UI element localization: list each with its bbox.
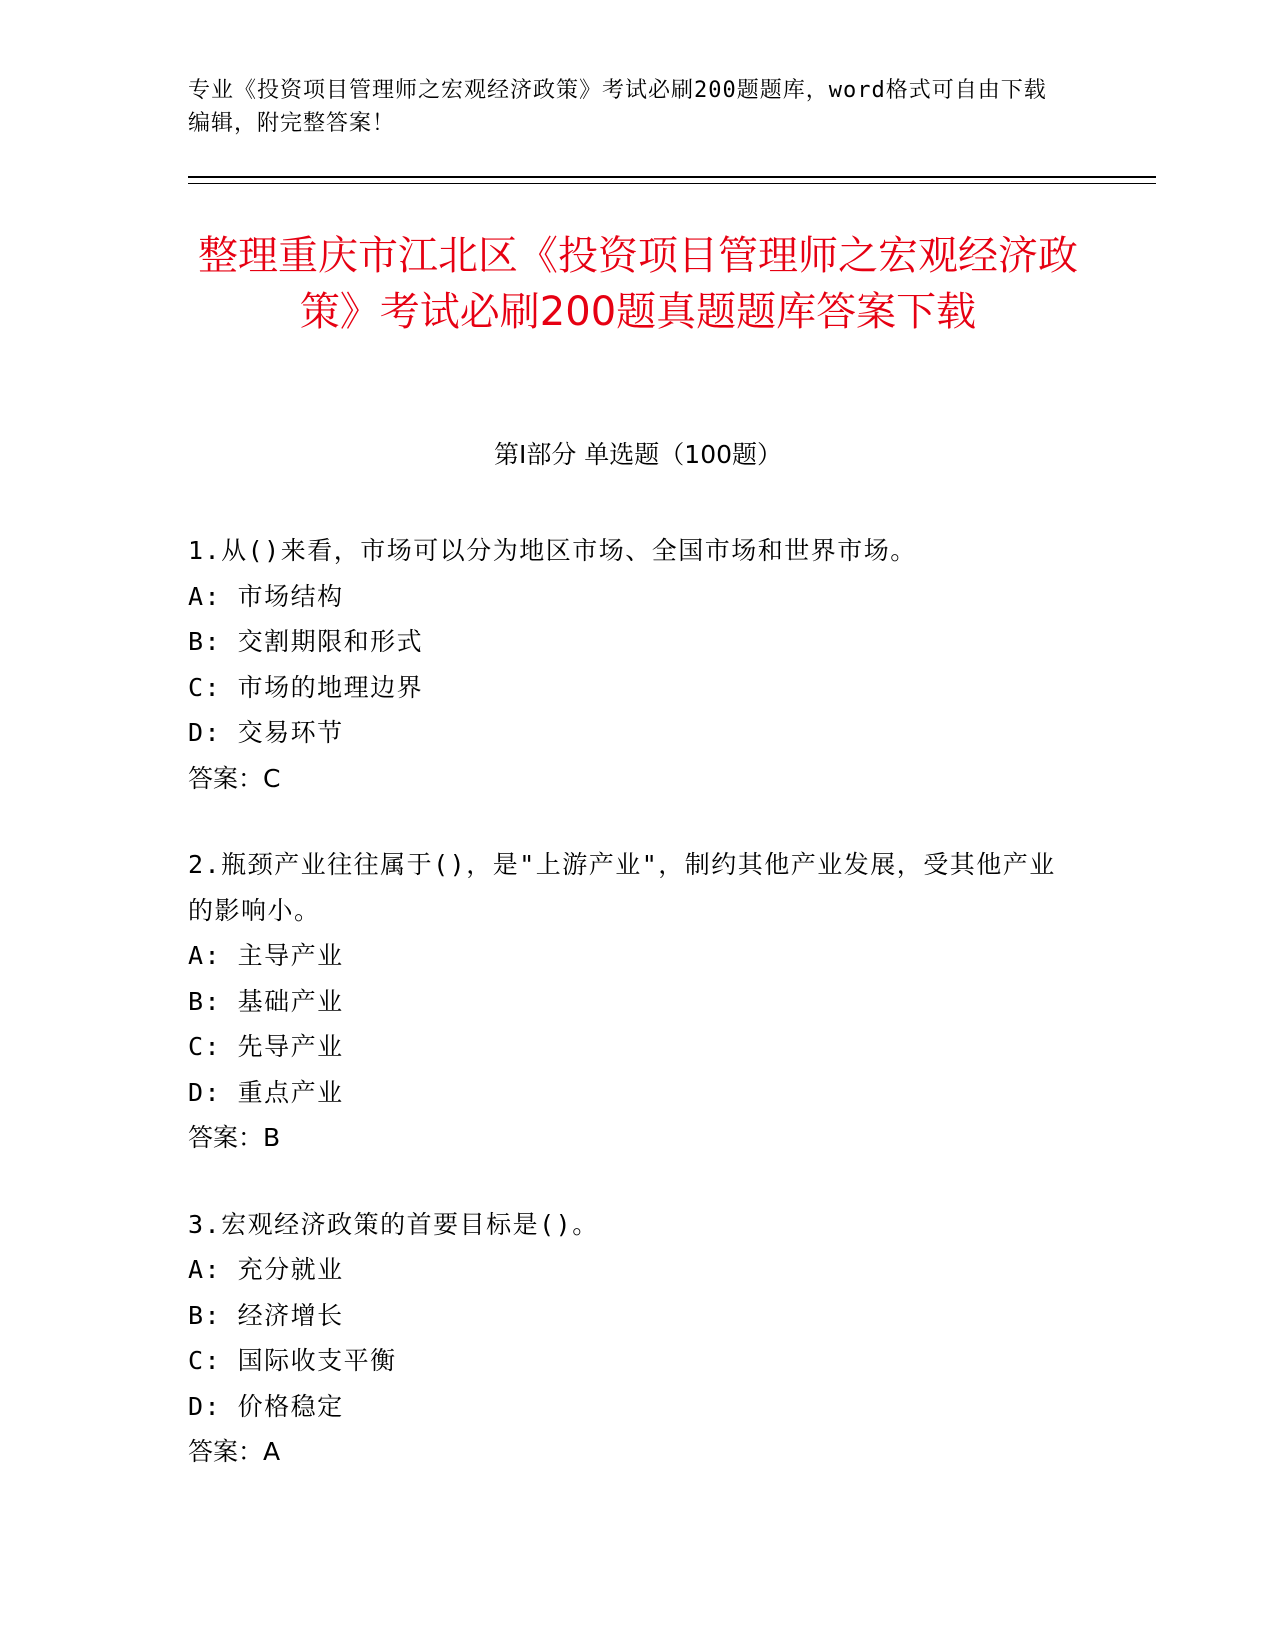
option-c: C: 国际收支平衡	[188, 1346, 397, 1375]
option-b: B: 基础产业	[188, 986, 344, 1016]
answer: 答案：A	[188, 1437, 281, 1466]
option-a: A: 充分就业	[188, 1255, 344, 1284]
option-b: B: 经济增长	[188, 1300, 344, 1330]
answer: 答案：B	[188, 1123, 281, 1152]
option-d: D: 价格稳定	[188, 1391, 344, 1421]
question-item	[188, 1202, 1068, 1475]
question-stem: 2.瓶颈产业往往属于()，是"上游产业"，制约其他产业发展，受其他产业的影响小。	[188, 850, 1056, 925]
header-note: 专业《投资项目管理师之宏观经济政策》考试必刷200题题库，word格式可自由下载编辑，附完整答案！	[188, 78, 1047, 136]
option-a: A: 主导产业	[188, 941, 344, 970]
option-b: B: 交割期限和形式	[188, 627, 424, 656]
question-stem: 1.从()来看，市场可以分为地区市场、全国市场和世界市场。	[188, 536, 917, 565]
question-item	[188, 842, 1068, 1161]
option-c: C: 市场的地理边界	[188, 672, 424, 702]
section-title: 第I部分 单选题（100题）	[493, 440, 783, 469]
header-divider-thin	[188, 183, 1156, 184]
option-a: A: 市场结构	[188, 581, 344, 611]
answer: 答案：C	[188, 763, 281, 793]
question-stem: 3.宏观经济政策的首要目标是()。	[188, 1209, 599, 1239]
question-item	[188, 528, 1068, 801]
question-list	[188, 528, 1068, 1516]
option-d: D: 交易环节	[188, 718, 344, 747]
option-c: C: 先导产业	[188, 1032, 344, 1061]
header-divider	[188, 176, 1156, 178]
document-title: 整理重庆市江北区《投资项目管理师之宏观经济政策》考试必刷200题真题题库答案下载	[198, 233, 1078, 335]
option-d: D: 重点产业	[188, 1077, 344, 1107]
